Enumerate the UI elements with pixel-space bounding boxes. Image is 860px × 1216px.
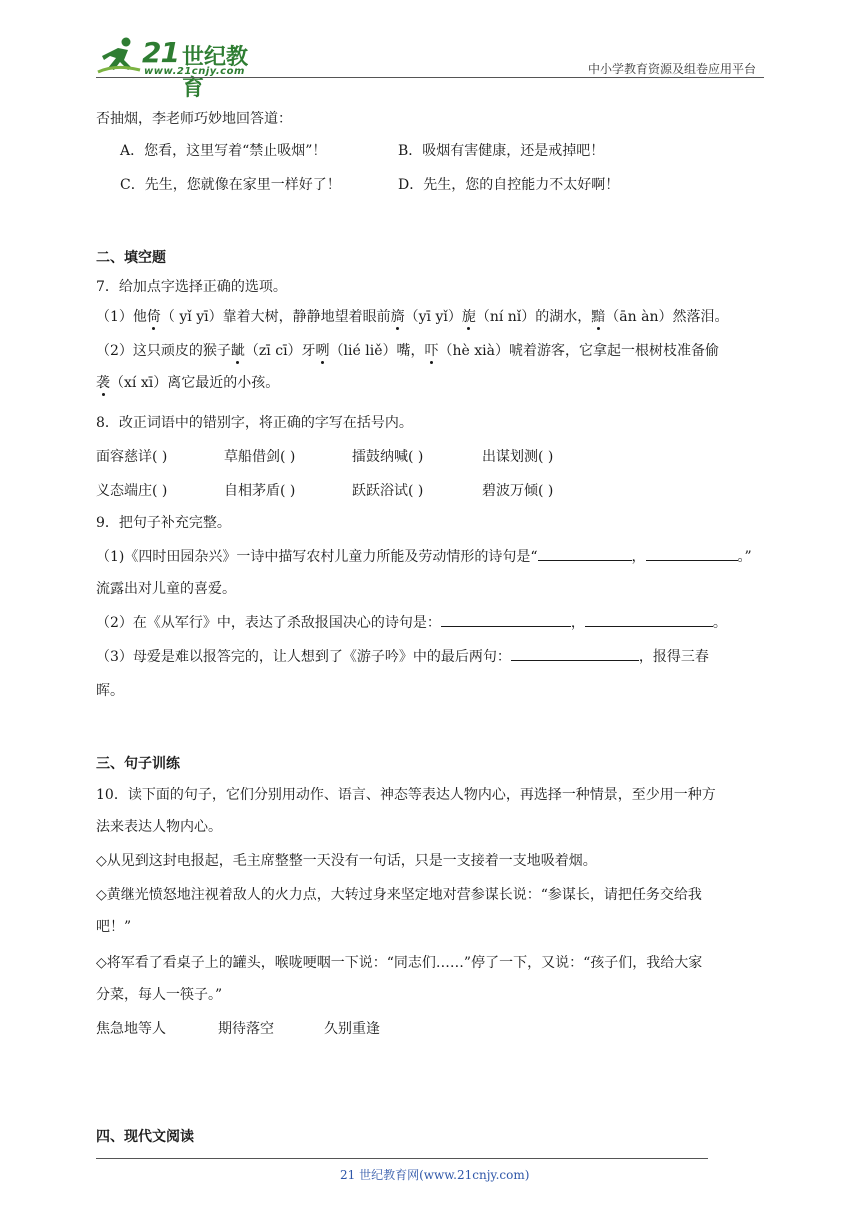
answer-blank: [441, 612, 571, 627]
q10-stem-cont: 法来表达人物内心。: [96, 819, 222, 835]
q6-option-b: B．吸烟有害健康，还是戒掉吧！: [398, 143, 605, 159]
q10-stem: 10．读下面的句子，它们分别用动作、语言、神态等表达人物内心，再选择一种情景，至少用一种方: [96, 787, 716, 803]
footer-link[interactable]: 21 世纪教育网(www.21cnjy.com): [340, 1168, 530, 1182]
section-2-title: 二、填空题: [96, 250, 166, 266]
q9-stem: 9．把句子补充完整。: [96, 515, 231, 531]
q7-line-1: （1）他倚（ yǐ yī）靠着大树，静静地望着眼前旖（yī yǐ）旎（ní nǐ）的湖水，黯（ān àn）然落泪。: [96, 309, 729, 325]
q8-item: 草船借剑( ): [224, 449, 296, 465]
site-logo: [96, 36, 266, 101]
header-divider: [96, 77, 764, 78]
q10-scene: 期待落空: [218, 1021, 274, 1037]
q8-item: 碧波万倾( ): [482, 483, 554, 499]
q8-stem: 8．改正词语中的错别字，将正确的字写在括号内。: [96, 415, 413, 431]
answer-blank: [585, 612, 713, 627]
platform-tagline: 中小学教育资源及组卷应用平台: [587, 62, 756, 76]
q8-item: 出谋划测( ): [482, 449, 554, 465]
q7-stem: 7．给加点字选择正确的选项。: [96, 279, 287, 295]
q10-scene: 久别重逢: [324, 1021, 380, 1037]
q6-option-a: A．您看，这里写着“禁止吸烟”！: [120, 143, 327, 159]
q10-example-1: ◇从见到这封电报起，毛主席整整一天没有一句话，只是一支接着一支地吸着烟。: [96, 853, 597, 869]
q6-intro: 否抽烟，李老师巧妙地回答道：: [96, 111, 292, 127]
q10-example-3: ◇将军看了看桌子上的罐头，喉咙哽咽一下说：“同志们……”停了一下，又说：“孩子们，我给大家: [96, 955, 703, 971]
q8-item: 自相茅盾( ): [224, 483, 296, 499]
q10-example-2: ◇黄继光愤怒地注视着敌人的火力点，大转过身来坚定地对营参谋长说：“参谋长，请把任务交给我: [96, 887, 702, 903]
q9-sentence-1b: 流露出对儿童的喜爱。: [96, 581, 236, 597]
q7-line-2: （2）这只顽皮的猴子龇（zī cī）牙咧（lié liě）嘴，吓（hè xià）唬着游客，它拿起一根树枝准备偷: [96, 343, 719, 359]
q9-sentence-3: （3）母爱是难以报答完的，让人想到了《游子吟》中的最后两句： ，报得三春: [96, 646, 709, 666]
q10-example-3-cont: 分菜，每人一筷子。”: [96, 987, 223, 1003]
q9-sentence-2: （2）在《从军行》中，表达了杀敌报国决心的诗句是： ， 。: [96, 612, 727, 632]
q9-sentence-3b: 晖。: [96, 683, 124, 699]
q10-example-2-cont: 吧！”: [96, 919, 132, 935]
runner-logo-icon: [96, 36, 142, 76]
q8-item: 跃跃浴试( ): [352, 483, 424, 499]
q7-line-3: 袭（xí xī）离它最近的小孩。: [96, 375, 280, 391]
q6-option-d: D．先生，您的自控能力不太好啊！: [398, 177, 620, 193]
footer-divider: [96, 1158, 708, 1159]
brand-url: www.21cnjy.com: [144, 66, 245, 77]
section-3-title: 三、句子训练: [96, 756, 180, 772]
brand-number: 21: [142, 36, 179, 69]
section-4-title: 四、现代文阅读: [96, 1129, 194, 1145]
answer-blank: [646, 546, 738, 561]
brand-name: 世纪教育: [182, 45, 249, 101]
q8-item: 擂鼓纳喊( ): [352, 449, 424, 465]
q6-option-c: C．先生，您就像在家里一样好了！: [120, 177, 341, 193]
q9-sentence-1: （1)《四时田园杂兴》一诗中描写农村儿童力所能及劳动情形的诗句是“ ， 。”: [96, 546, 752, 566]
q8-item: 义态端庄( ): [96, 483, 168, 499]
answer-blank: [511, 646, 639, 661]
q8-item: 面容慈详( ): [96, 449, 168, 465]
answer-blank: [538, 546, 632, 561]
q10-scene: 焦急地等人: [96, 1021, 166, 1037]
